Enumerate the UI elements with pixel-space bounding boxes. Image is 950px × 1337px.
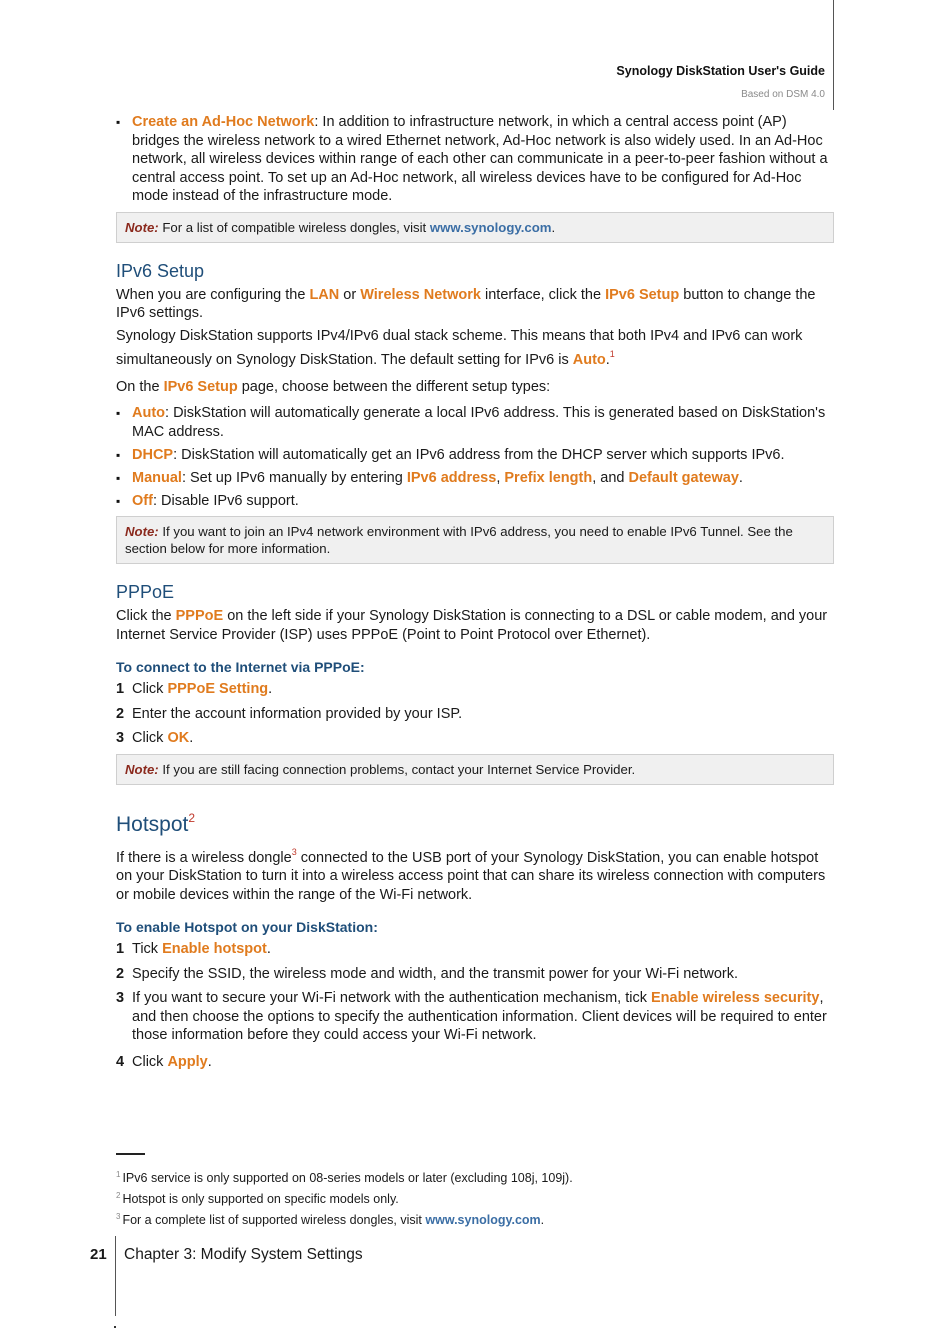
list-item (116, 446, 834, 465)
text: , (496, 469, 505, 486)
enable-wireless-security-term: Enable wireless security (651, 990, 820, 1006)
pppoe-term: PPPoE (175, 608, 224, 624)
list-item (116, 404, 834, 441)
note-text: For a list of compatible wireless dongles, visit (158, 219, 430, 235)
note-label: Note: (125, 219, 159, 235)
text: Click (132, 730, 168, 746)
step-number: 1 (116, 941, 125, 957)
pppoe-setting-term: PPPoE Setting (167, 681, 269, 697)
synology-link[interactable]: www.synology.com (425, 1213, 541, 1227)
footnote-number: 3 (116, 1212, 121, 1221)
footnote-ref-3[interactable]: 3 (291, 846, 297, 857)
hotspot-heading (116, 805, 834, 838)
auto-term: Auto (572, 352, 606, 368)
off-term: Off (132, 492, 153, 509)
step-item (116, 729, 834, 748)
pppoe-para (116, 607, 834, 644)
hotspot-heading-text: Hotspot (116, 812, 189, 836)
footnote-end: . (540, 1213, 545, 1227)
footnote-divider (116, 1153, 145, 1155)
adhoc-item (116, 113, 834, 206)
text: Tick (132, 941, 163, 957)
page-number: 21 (90, 1246, 107, 1263)
step-item (116, 989, 834, 1045)
auto-term: Auto (132, 405, 166, 421)
step-number: 3 (116, 990, 125, 1006)
dhcp-term: DHCP (132, 446, 174, 463)
text: If you want to secure your Wi-Fi network with the authentication mechanism, tick (132, 990, 651, 1006)
text: connected to the USB port of your Synology DiskStation, you can enable hotspot on your DiskStation to turn it into a wireless access point that can share its wireless connection with computers or mobile devices within the range of the Wi-Fi network. (116, 849, 826, 903)
list-item (116, 469, 834, 488)
step-number: 1 (116, 681, 125, 697)
ipv6-heading: IPv6 Setup (116, 260, 205, 281)
text: . (738, 469, 743, 486)
hotspot-procedure-title: To enable Hotspot on your DiskStation: (116, 919, 378, 935)
pppoe-steps (116, 680, 834, 748)
hotspot-para (116, 843, 834, 905)
footnote-2 (116, 1187, 834, 1208)
note-label: Note: (125, 524, 159, 539)
footnote-text: For a complete list of supported wireless dongles, visit (122, 1213, 426, 1227)
step-item (116, 940, 834, 959)
ipv6-type-list (116, 404, 834, 510)
lan-term: LAN (309, 286, 340, 303)
note-label: Note: (125, 761, 159, 777)
text: . (189, 730, 194, 746)
ipv6-address-term: IPv6 address (406, 469, 497, 486)
text: When you are configuring the (116, 286, 310, 303)
note-text: If you are still facing connection problems, contact your Internet Service Provider. (158, 761, 636, 777)
chapter-title: Chapter 3: Modify System Settings (124, 1246, 363, 1263)
text: Click the (116, 608, 176, 624)
text: Click (132, 681, 168, 697)
page-content (116, 113, 834, 1077)
adhoc-list (116, 113, 834, 206)
footnote-text: IPv6 service is only supported on 08-series models or later (excluding 108j, 109j). (122, 1171, 573, 1185)
step-number: 2 (116, 965, 125, 982)
note-box-ipv6 (116, 516, 834, 564)
text: or (339, 286, 361, 303)
note-text: If you want to join an IPv4 network environment with IPv6 address, you need to enable IPv6 Tunnel. See the section below for more information. (125, 524, 793, 556)
footnote-text: Hotspot is only supported on specific models only. (122, 1192, 399, 1206)
enable-hotspot-term: Enable hotspot (162, 941, 267, 957)
ipv6-setup-term: IPv6 Setup (605, 286, 680, 303)
adhoc-link[interactable]: Create an Ad-Hoc Network (132, 114, 315, 130)
synology-link[interactable]: www.synology.com (429, 219, 552, 235)
footnote-1 (116, 1166, 834, 1187)
text: : Set up IPv6 manually by entering (181, 469, 407, 486)
ipv6-para-1 (116, 286, 834, 323)
text: . (207, 1053, 212, 1070)
adhoc-text: : In addition to infrastructure network, in which a central access point (AP) bridges the wireless network to a wired Ethernet network, Ad-Hoc network is also widely used. In an Ad-Hoc network, all wireless devices within range of each other can communicate in a peer-to-peer fashion without a central access point. To set up an Ad-Hoc network, all wireless devices have to be configured for Ad-Hoc mode instead of the infrastructure mode. (132, 114, 828, 204)
guide-title: Synology DiskStation User's Guide (616, 64, 825, 78)
ipv6-setup-term: IPv6 Setup (163, 378, 238, 395)
step-item (116, 705, 834, 724)
step-item (116, 965, 834, 984)
note-end: . (551, 219, 556, 235)
pppoe-procedure-title: To connect to the Internet via PPPoE: (116, 659, 365, 675)
text: If there is a wireless dongle (116, 849, 292, 866)
text: , and (592, 469, 629, 486)
text: Click (132, 1053, 168, 1070)
manual-term: Manual (132, 469, 182, 486)
note-box-pppoe (116, 754, 834, 785)
text: : DiskStation will automatically get an IPv6 address from the DHCP server which supports IPv6. (173, 446, 785, 463)
hotspot-steps (116, 940, 834, 1071)
header-rule (833, 0, 834, 110)
footnote-3 (116, 1208, 834, 1229)
text: interface, click the (480, 286, 606, 303)
step-number: 3 (116, 730, 125, 746)
prefix-length-term: Prefix length (504, 469, 593, 486)
guide-version: Based on DSM 4.0 (741, 89, 825, 100)
text: : Disable IPv6 support. (152, 492, 299, 509)
wireless-network-term: Wireless Network (360, 286, 481, 303)
note-box-dongles (116, 212, 834, 243)
footnote-ref-2[interactable]: 2 (188, 810, 196, 825)
pppoe-heading: PPPoE (116, 582, 175, 602)
page-mark (114, 1326, 116, 1328)
text: . (605, 352, 610, 368)
text: . (268, 681, 273, 697)
text: button to change the IPv6 settings. (116, 286, 816, 321)
step-item (116, 680, 834, 699)
ipv6-para-3 (116, 378, 834, 397)
step-number: 2 (116, 705, 125, 722)
ipv6-para-2 (116, 327, 834, 370)
text: , and then choose the options to specify the authentication information. Client devices will be required to enter those information before they could access your Wi-Fi network. (132, 990, 827, 1043)
footer-rule (115, 1236, 116, 1316)
text: : DiskStation will automatically generate a local IPv6 address. This is generated based on DiskStation's MAC address. (132, 405, 826, 440)
footnote-number: 1 (116, 1170, 121, 1179)
text: On the (116, 378, 164, 395)
text: page, choose between the different setup types: (237, 378, 551, 395)
footnotes (116, 1153, 834, 1229)
ok-term: OK (167, 730, 190, 746)
step-item (116, 1053, 834, 1072)
footnote-number: 2 (116, 1191, 121, 1200)
default-gateway-term: Default gateway (628, 469, 739, 486)
text: Specify the SSID, the wireless mode and width, and the transmit power for your Wi-Fi network. (132, 965, 739, 982)
text: . (266, 941, 271, 957)
list-item (116, 492, 834, 511)
footnote-ref-1[interactable]: 1 (609, 349, 615, 359)
text: on the left side if your Synology DiskStation is connecting to a DSL or cable modem, and your Internet Service Provider (ISP) uses PPPoE (Point to Point Protocol over Ethernet). (116, 608, 828, 643)
text: Enter the account information provided by your ISP. (132, 705, 463, 722)
step-number: 4 (116, 1053, 125, 1070)
apply-term: Apply (167, 1053, 208, 1070)
text: Synology DiskStation supports IPv4/IPv6 dual stack scheme. This means that both IPv4 and IPv6 can work simultaneously on Synology DiskStation. The default setting for IPv6 is (116, 327, 803, 368)
